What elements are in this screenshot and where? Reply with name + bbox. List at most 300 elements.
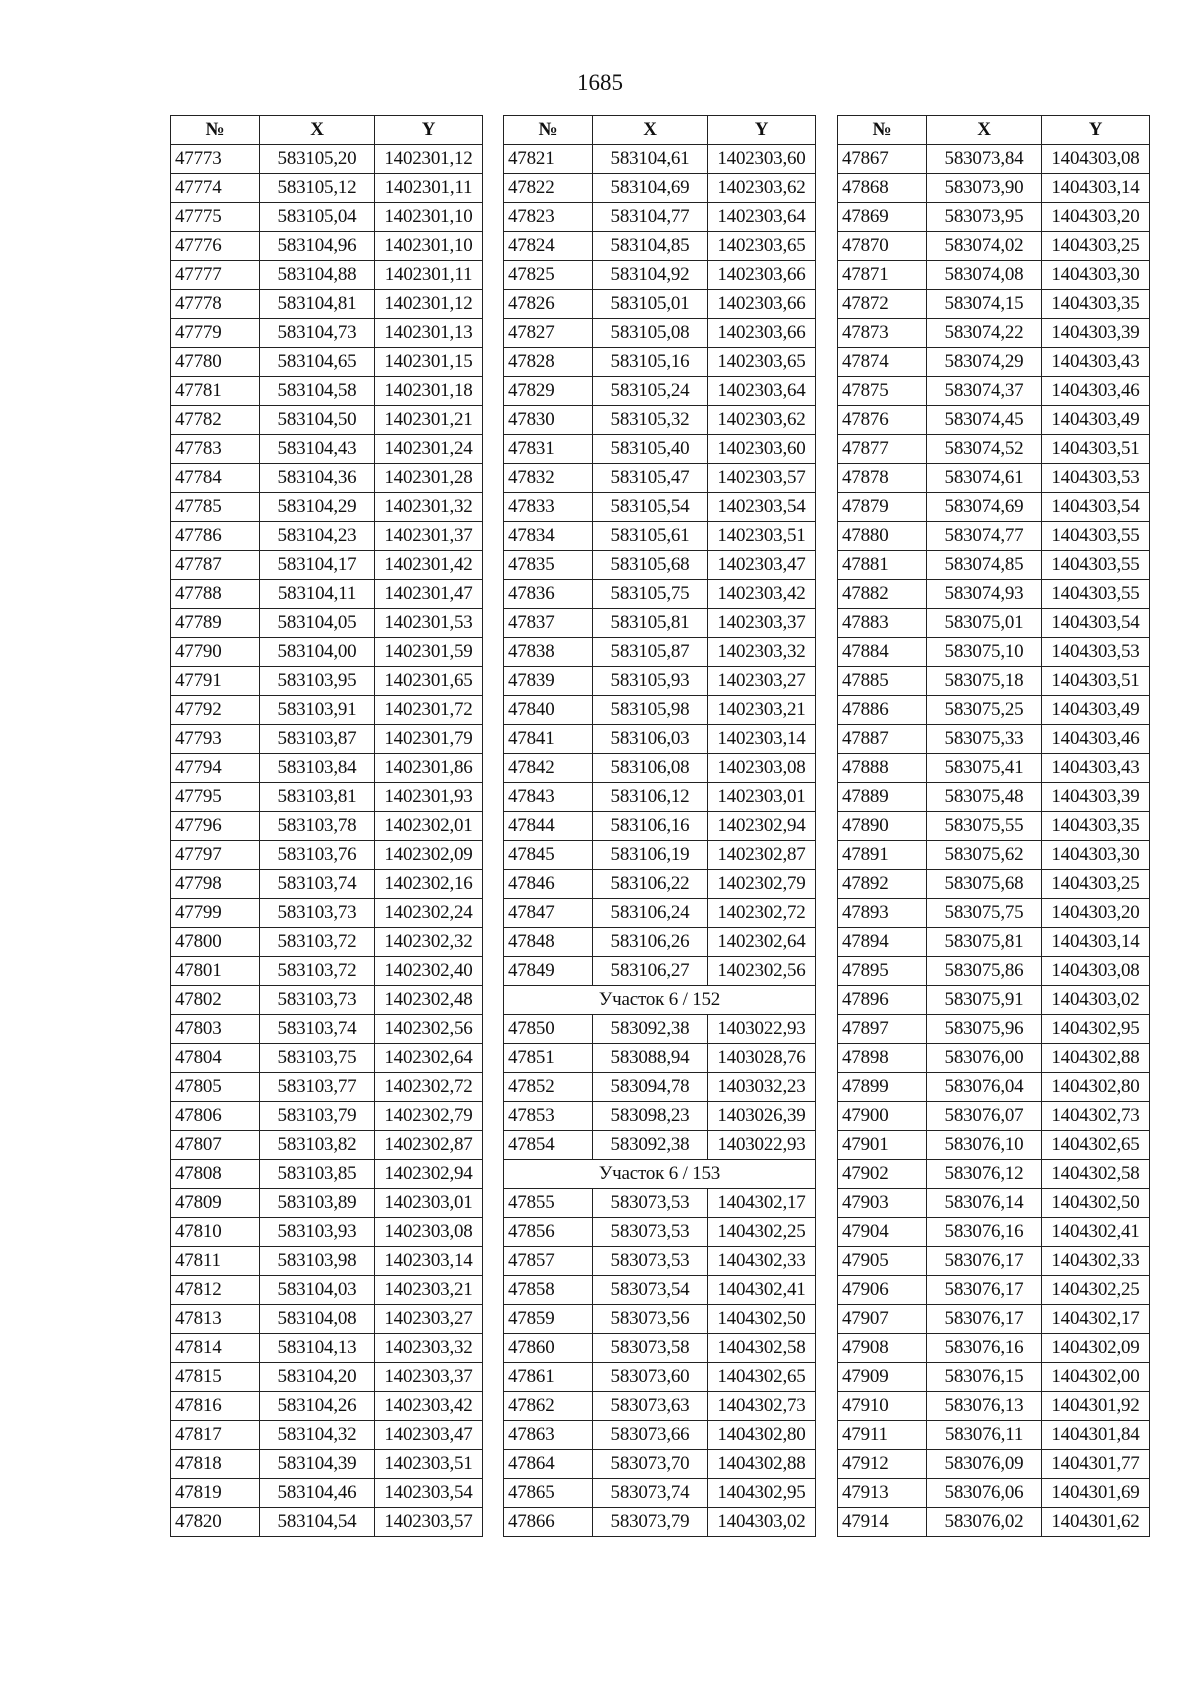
point-number: 47794 <box>171 754 260 783</box>
y-value: 1404302,88 <box>1042 1044 1150 1073</box>
y-value: 1402301,21 <box>375 406 483 435</box>
table-row <box>838 957 1150 986</box>
x-value: 583076,13 <box>927 1392 1042 1421</box>
table-row <box>504 551 816 580</box>
table-row <box>504 1421 816 1450</box>
x-value: 583105,16 <box>593 348 708 377</box>
point-number: 47801 <box>171 957 260 986</box>
x-value: 583076,11 <box>927 1421 1042 1450</box>
table-row <box>171 1305 483 1334</box>
table-row <box>838 522 1150 551</box>
table-row <box>171 725 483 754</box>
point-number: 47884 <box>838 638 927 667</box>
x-value: 583105,87 <box>593 638 708 667</box>
x-value: 583074,15 <box>927 290 1042 319</box>
table-row <box>838 580 1150 609</box>
table-row <box>838 986 1150 1015</box>
table-row <box>838 1305 1150 1334</box>
x-value: 583103,89 <box>260 1189 375 1218</box>
table-row <box>171 1131 483 1160</box>
x-value: 583074,37 <box>927 377 1042 406</box>
x-value: 583104,54 <box>260 1508 375 1537</box>
table-row <box>171 899 483 928</box>
point-number: 47889 <box>838 783 927 812</box>
table-row <box>838 145 1150 174</box>
y-value: 1404302,65 <box>1042 1131 1150 1160</box>
x-value: 583105,98 <box>593 696 708 725</box>
table-row <box>838 1102 1150 1131</box>
x-value: 583104,92 <box>593 261 708 290</box>
y-value: 1404302,95 <box>1042 1015 1150 1044</box>
x-value: 583105,24 <box>593 377 708 406</box>
x-value: 583074,52 <box>927 435 1042 464</box>
point-number: 47783 <box>171 435 260 464</box>
table-row <box>838 1479 1150 1508</box>
y-value: 1404302,73 <box>708 1392 816 1421</box>
page-number: 1685 <box>577 70 623 95</box>
x-value: 583104,08 <box>260 1305 375 1334</box>
table-row <box>838 1131 1150 1160</box>
x-value: 583073,79 <box>593 1508 708 1537</box>
point-number: 47777 <box>171 261 260 290</box>
table-row <box>504 261 816 290</box>
point-number: 47833 <box>504 493 593 522</box>
x-value: 583103,93 <box>260 1218 375 1247</box>
table-row <box>504 1102 816 1131</box>
point-number: 47905 <box>838 1247 927 1276</box>
table-row <box>504 812 816 841</box>
y-value: 1402302,09 <box>375 841 483 870</box>
point-number: 47851 <box>504 1044 593 1073</box>
x-value: 583104,61 <box>593 145 708 174</box>
y-value: 1404303,46 <box>1042 377 1150 406</box>
coordinates-table-3 <box>837 115 1150 1537</box>
header-y: Y <box>375 116 483 145</box>
table-row <box>504 957 816 986</box>
table-row <box>838 1334 1150 1363</box>
table-row <box>838 261 1150 290</box>
header-row <box>171 116 483 145</box>
table-row <box>504 290 816 319</box>
x-value: 583074,85 <box>927 551 1042 580</box>
x-value: 583103,76 <box>260 841 375 870</box>
x-value: 583073,53 <box>593 1218 708 1247</box>
y-value: 1402301,12 <box>375 145 483 174</box>
x-value: 583092,38 <box>593 1131 708 1160</box>
x-value: 583074,22 <box>927 319 1042 348</box>
point-number: 47859 <box>504 1305 593 1334</box>
point-number: 47780 <box>171 348 260 377</box>
x-value: 583075,25 <box>927 696 1042 725</box>
point-number: 47899 <box>838 1073 927 1102</box>
point-number: 47896 <box>838 986 927 1015</box>
y-value: 1402303,54 <box>708 493 816 522</box>
table-row <box>838 667 1150 696</box>
point-number: 47869 <box>838 203 927 232</box>
y-value: 1404303,30 <box>1042 841 1150 870</box>
point-number: 47900 <box>838 1102 927 1131</box>
table-row <box>838 638 1150 667</box>
y-value: 1404303,54 <box>1042 609 1150 638</box>
x-value: 583076,10 <box>927 1131 1042 1160</box>
x-value: 583104,00 <box>260 638 375 667</box>
y-value: 1404302,80 <box>1042 1073 1150 1102</box>
table-row <box>171 377 483 406</box>
y-value: 1404303,35 <box>1042 290 1150 319</box>
x-value: 583105,93 <box>593 667 708 696</box>
y-value: 1402302,64 <box>708 928 816 957</box>
table-row <box>504 174 816 203</box>
y-value: 1404302,00 <box>1042 1363 1150 1392</box>
y-value: 1402303,21 <box>708 696 816 725</box>
coordinates-table-2 <box>503 115 816 1537</box>
point-number: 47894 <box>838 928 927 957</box>
point-number: 47893 <box>838 899 927 928</box>
x-value: 583076,00 <box>927 1044 1042 1073</box>
coordinates-table-1 <box>170 115 483 1537</box>
point-number: 47890 <box>838 812 927 841</box>
y-value: 1402303,47 <box>708 551 816 580</box>
point-number: 47811 <box>171 1247 260 1276</box>
y-value: 1404301,77 <box>1042 1450 1150 1479</box>
section-row <box>504 1160 816 1189</box>
x-value: 583076,07 <box>927 1102 1042 1131</box>
y-value: 1402301,79 <box>375 725 483 754</box>
y-value: 1404303,43 <box>1042 754 1150 783</box>
x-value: 583106,12 <box>593 783 708 812</box>
y-value: 1404302,58 <box>708 1334 816 1363</box>
y-value: 1402303,51 <box>375 1450 483 1479</box>
y-value: 1402301,59 <box>375 638 483 667</box>
x-value: 583074,93 <box>927 580 1042 609</box>
y-value: 1404303,25 <box>1042 870 1150 899</box>
x-value: 583073,56 <box>593 1305 708 1334</box>
x-value: 583105,08 <box>593 319 708 348</box>
y-value: 1404303,43 <box>1042 348 1150 377</box>
x-value: 583073,60 <box>593 1363 708 1392</box>
x-value: 583103,73 <box>260 899 375 928</box>
table-row <box>171 1508 483 1537</box>
y-value: 1402303,27 <box>375 1305 483 1334</box>
table-row <box>838 493 1150 522</box>
x-value: 583075,96 <box>927 1015 1042 1044</box>
y-value: 1402303,64 <box>708 377 816 406</box>
table-row <box>838 870 1150 899</box>
x-value: 583075,55 <box>927 812 1042 841</box>
table-row <box>171 1392 483 1421</box>
x-value: 583076,16 <box>927 1334 1042 1363</box>
point-number: 47913 <box>838 1479 927 1508</box>
point-number: 47803 <box>171 1015 260 1044</box>
x-value: 583074,08 <box>927 261 1042 290</box>
x-value: 583105,01 <box>593 290 708 319</box>
x-value: 583076,09 <box>927 1450 1042 1479</box>
y-value: 1402303,37 <box>708 609 816 638</box>
point-number: 47789 <box>171 609 260 638</box>
table-row <box>171 435 483 464</box>
table-row <box>504 1073 816 1102</box>
y-value: 1402303,66 <box>708 261 816 290</box>
x-value: 583073,53 <box>593 1189 708 1218</box>
point-number: 47793 <box>171 725 260 754</box>
table-row <box>171 957 483 986</box>
x-value: 583103,78 <box>260 812 375 841</box>
table-row <box>504 1044 816 1073</box>
table-row <box>504 203 816 232</box>
point-number: 47832 <box>504 464 593 493</box>
x-value: 583073,66 <box>593 1421 708 1450</box>
y-value: 1402302,16 <box>375 870 483 899</box>
table-row <box>171 609 483 638</box>
point-number: 47836 <box>504 580 593 609</box>
y-value: 1404301,84 <box>1042 1421 1150 1450</box>
point-number: 47837 <box>504 609 593 638</box>
table-row <box>838 290 1150 319</box>
x-value: 583104,69 <box>593 174 708 203</box>
point-number: 47796 <box>171 812 260 841</box>
point-number: 47797 <box>171 841 260 870</box>
y-value: 1404301,62 <box>1042 1508 1150 1537</box>
x-value: 583076,02 <box>927 1508 1042 1537</box>
point-number: 47909 <box>838 1363 927 1392</box>
x-value: 583073,53 <box>593 1247 708 1276</box>
table-row <box>504 870 816 899</box>
point-number: 47828 <box>504 348 593 377</box>
x-value: 583105,47 <box>593 464 708 493</box>
point-number: 47866 <box>504 1508 593 1537</box>
y-value: 1404303,46 <box>1042 725 1150 754</box>
point-number: 47885 <box>838 667 927 696</box>
point-number: 47792 <box>171 696 260 725</box>
x-value: 583098,23 <box>593 1102 708 1131</box>
table-row <box>171 667 483 696</box>
table-row <box>504 464 816 493</box>
point-number: 47914 <box>838 1508 927 1537</box>
x-value: 583106,03 <box>593 725 708 754</box>
table-row <box>504 928 816 957</box>
header-number: № <box>504 116 593 145</box>
point-number: 47835 <box>504 551 593 580</box>
y-value: 1402302,94 <box>708 812 816 841</box>
y-value: 1402301,32 <box>375 493 483 522</box>
x-value: 583104,05 <box>260 609 375 638</box>
x-value: 583103,72 <box>260 928 375 957</box>
y-value: 1404302,09 <box>1042 1334 1150 1363</box>
table-row <box>504 1218 816 1247</box>
table-row <box>838 1450 1150 1479</box>
point-number: 47863 <box>504 1421 593 1450</box>
point-number: 47879 <box>838 493 927 522</box>
point-number: 47903 <box>838 1189 927 1218</box>
x-value: 583103,87 <box>260 725 375 754</box>
table-row <box>171 812 483 841</box>
table-row <box>838 1363 1150 1392</box>
x-value: 583104,46 <box>260 1479 375 1508</box>
point-number: 47860 <box>504 1334 593 1363</box>
x-value: 583106,26 <box>593 928 708 957</box>
x-value: 583075,18 <box>927 667 1042 696</box>
table-row <box>171 1450 483 1479</box>
y-value: 1404303,49 <box>1042 406 1150 435</box>
point-number: 47855 <box>504 1189 593 1218</box>
y-value: 1402303,62 <box>708 174 816 203</box>
x-value: 583103,81 <box>260 783 375 812</box>
point-number: 47817 <box>171 1421 260 1450</box>
table-row <box>504 1392 816 1421</box>
point-number: 47773 <box>171 145 260 174</box>
x-value: 583076,04 <box>927 1073 1042 1102</box>
y-value: 1402303,65 <box>708 232 816 261</box>
x-value: 583104,26 <box>260 1392 375 1421</box>
table-row <box>504 1450 816 1479</box>
point-number: 47887 <box>838 725 927 754</box>
y-value: 1404302,65 <box>708 1363 816 1392</box>
y-value: 1402303,01 <box>375 1189 483 1218</box>
table-row <box>171 638 483 667</box>
point-number: 47826 <box>504 290 593 319</box>
point-number: 47784 <box>171 464 260 493</box>
point-number: 47779 <box>171 319 260 348</box>
table-row <box>171 1334 483 1363</box>
point-number: 47861 <box>504 1363 593 1392</box>
x-value: 583073,54 <box>593 1276 708 1305</box>
point-number: 47873 <box>838 319 927 348</box>
point-number: 47805 <box>171 1073 260 1102</box>
y-value: 1404302,80 <box>708 1421 816 1450</box>
table-row <box>504 841 816 870</box>
table-row <box>838 754 1150 783</box>
x-value: 583104,23 <box>260 522 375 551</box>
y-value: 1402301,37 <box>375 522 483 551</box>
y-value: 1402301,47 <box>375 580 483 609</box>
y-value: 1404303,08 <box>1042 145 1150 174</box>
x-value: 583104,43 <box>260 435 375 464</box>
point-number: 47845 <box>504 841 593 870</box>
table-row <box>171 261 483 290</box>
y-value: 1404303,55 <box>1042 551 1150 580</box>
x-value: 583106,27 <box>593 957 708 986</box>
x-value: 583092,38 <box>593 1015 708 1044</box>
x-value: 583105,04 <box>260 203 375 232</box>
x-value: 583076,12 <box>927 1160 1042 1189</box>
table-row <box>171 1276 483 1305</box>
table-row <box>171 783 483 812</box>
point-number: 47856 <box>504 1218 593 1247</box>
point-number: 47902 <box>838 1160 927 1189</box>
table-row <box>171 928 483 957</box>
header-y: Y <box>1042 116 1150 145</box>
table-row <box>838 406 1150 435</box>
x-value: 583105,20 <box>260 145 375 174</box>
x-value: 583094,78 <box>593 1073 708 1102</box>
y-value: 1402301,86 <box>375 754 483 783</box>
point-number: 47874 <box>838 348 927 377</box>
table-row <box>838 1160 1150 1189</box>
table-row <box>504 580 816 609</box>
x-value: 583105,40 <box>593 435 708 464</box>
point-number: 47892 <box>838 870 927 899</box>
point-number: 47823 <box>504 203 593 232</box>
y-value: 1402302,64 <box>375 1044 483 1073</box>
x-value: 583075,33 <box>927 725 1042 754</box>
table-row <box>838 435 1150 464</box>
table-row <box>504 435 816 464</box>
table-row <box>171 580 483 609</box>
table-row <box>171 348 483 377</box>
y-value: 1402301,11 <box>375 261 483 290</box>
table-row <box>838 1276 1150 1305</box>
point-number: 47775 <box>171 203 260 232</box>
x-value: 583074,45 <box>927 406 1042 435</box>
point-number: 47841 <box>504 725 593 754</box>
point-number: 47822 <box>504 174 593 203</box>
y-value: 1402301,10 <box>375 232 483 261</box>
table-row <box>171 1015 483 1044</box>
table-row <box>171 232 483 261</box>
table-row <box>838 377 1150 406</box>
table-row <box>838 348 1150 377</box>
table-row <box>504 377 816 406</box>
point-number: 47867 <box>838 145 927 174</box>
x-value: 583104,17 <box>260 551 375 580</box>
y-value: 1404303,51 <box>1042 667 1150 696</box>
point-number: 47882 <box>838 580 927 609</box>
y-value: 1404303,25 <box>1042 232 1150 261</box>
point-number: 47870 <box>838 232 927 261</box>
y-value: 1404303,53 <box>1042 638 1150 667</box>
table-row <box>838 1392 1150 1421</box>
x-value: 583104,73 <box>260 319 375 348</box>
y-value: 1402303,42 <box>375 1392 483 1421</box>
x-value: 583103,72 <box>260 957 375 986</box>
point-number: 47871 <box>838 261 927 290</box>
table-row <box>171 1102 483 1131</box>
point-number: 47850 <box>504 1015 593 1044</box>
y-value: 1402302,40 <box>375 957 483 986</box>
point-number: 47897 <box>838 1015 927 1044</box>
x-value: 583075,01 <box>927 609 1042 638</box>
table-row <box>171 986 483 1015</box>
x-value: 583104,85 <box>593 232 708 261</box>
section-title: Участок 6 / 153 <box>504 1160 816 1189</box>
point-number: 47808 <box>171 1160 260 1189</box>
y-value: 1402303,51 <box>708 522 816 551</box>
y-value: 1402303,60 <box>708 145 816 174</box>
y-value: 1403022,93 <box>708 1015 816 1044</box>
table-row <box>504 899 816 928</box>
table-row <box>171 522 483 551</box>
point-number: 47795 <box>171 783 260 812</box>
y-value: 1404303,14 <box>1042 174 1150 203</box>
table-row <box>504 319 816 348</box>
point-number: 47891 <box>838 841 927 870</box>
section-row <box>504 986 816 1015</box>
header-y: Y <box>708 116 816 145</box>
x-value: 583073,84 <box>927 145 1042 174</box>
x-value: 583103,95 <box>260 667 375 696</box>
point-number: 47843 <box>504 783 593 812</box>
x-value: 583103,75 <box>260 1044 375 1073</box>
x-value: 583104,96 <box>260 232 375 261</box>
y-value: 1402302,79 <box>708 870 816 899</box>
point-number: 47911 <box>838 1421 927 1450</box>
table-row <box>504 493 816 522</box>
point-number: 47810 <box>171 1218 260 1247</box>
x-value: 583105,32 <box>593 406 708 435</box>
point-number: 47853 <box>504 1102 593 1131</box>
point-number: 47886 <box>838 696 927 725</box>
y-value: 1402302,32 <box>375 928 483 957</box>
